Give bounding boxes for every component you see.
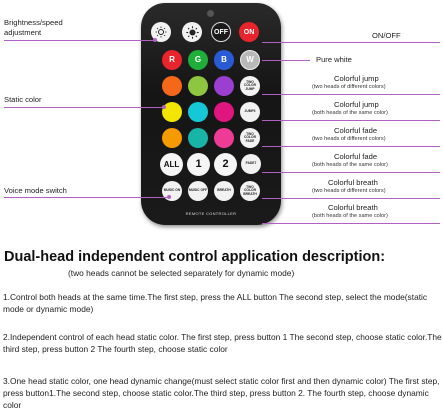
callout-colorful-fade-1: Colorful fade <box>334 126 378 135</box>
blue-button[interactable]: B <box>214 50 234 70</box>
callout-colorful-fade-2: Colorful fade <box>334 152 378 161</box>
music-off-button[interactable]: MUSIC OFF <box>188 181 208 201</box>
all-button[interactable]: ALL <box>160 153 183 176</box>
jump3-button[interactable]: JUMP3 <box>240 102 260 122</box>
brightness-up-button[interactable] <box>182 22 202 42</box>
color-purple-button[interactable] <box>214 76 234 96</box>
callout-colorful-fade-1-sub: (two heads of different colors) <box>312 136 386 142</box>
callout-colorful-jump-1: Colorful jump <box>334 74 379 83</box>
color-orange-red-button[interactable] <box>162 76 182 96</box>
color-lime-button[interactable] <box>188 76 208 96</box>
callout-colorful-breath-1: Colorful breath <box>328 178 378 187</box>
two-color-breath-button[interactable]: TWO COLOR BREATH <box>240 181 260 201</box>
connector-breath-1 <box>262 198 440 199</box>
callout-colorful-jump-2: Colorful jump <box>334 100 379 109</box>
on-button[interactable]: ON <box>239 22 259 42</box>
white-button[interactable]: W <box>240 50 260 70</box>
color-magenta-button[interactable] <box>214 102 234 122</box>
sun-large-icon <box>186 26 199 39</box>
callout-colorful-jump-2-sub: (both heads of the same color) <box>312 110 388 116</box>
off-button[interactable]: OFF <box>211 22 231 42</box>
connector-dot <box>153 38 157 42</box>
connector-jump-1 <box>262 94 440 95</box>
callout-static-color: Static color <box>4 95 42 104</box>
connector-fade-1 <box>262 146 440 147</box>
button-2[interactable]: 2 <box>214 153 237 176</box>
sun-small-icon <box>155 26 167 38</box>
button-1[interactable]: 1 <box>187 153 210 176</box>
connector-static <box>4 107 164 108</box>
callout-voice-mode: Voice mode switch <box>4 186 67 195</box>
callout-colorful-breath-1-sub: (two heads of different colors) <box>312 188 386 194</box>
description-heading: Dual-head independent control application description: <box>4 249 386 265</box>
connector-jump-2 <box>262 120 440 121</box>
callout-colorful-fade-2-sub: (both heads of the same color) <box>312 162 388 168</box>
callout-pure-white: Pure white <box>316 55 352 64</box>
green-button[interactable]: G <box>188 50 208 70</box>
color-pink-button[interactable] <box>214 128 234 148</box>
red-button[interactable]: R <box>162 50 182 70</box>
connector-fade-2 <box>262 172 440 173</box>
two-color-jump-button[interactable]: TWO COLOR JUMP <box>240 76 260 96</box>
fade7-button[interactable]: FADE7 <box>241 154 261 174</box>
description-step-2: 2.Independent control of each head static color. The first step, press button 1 The second step, choose static color.The third step, press button 2 The fourth step, choose static color <box>3 332 442 354</box>
description-subheading: (two heads cannot be selected separately for dynamic mode) <box>68 268 295 278</box>
callout-colorful-breath-2: Colorful breath <box>328 203 378 212</box>
description-step-1: 1.Control both heads at the same time.The first step, press the ALL button The second step, select the mode(static mode or dynamic mode) <box>3 292 428 314</box>
connector-dot <box>167 195 171 199</box>
connector-dot <box>162 105 166 109</box>
callout-colorful-breath-2-sub: (both heads of the same color) <box>312 213 388 219</box>
two-color-fade-button[interactable]: TWO COLOR FADE <box>240 128 260 148</box>
remote-controller <box>141 3 281 225</box>
ir-emitter <box>207 10 214 17</box>
callout-brightness-line1: Brightness/speed <box>4 18 63 27</box>
connector-pure-white <box>262 60 310 61</box>
connector-brightness <box>4 40 154 41</box>
remote-label: REMOTE CONTROLLER <box>185 211 237 216</box>
connector-breath-2 <box>262 223 440 224</box>
description-step-3: 3.One head static color, one head dynamic change(must select static color first and then dynamic color) The first step, press button1.The second step, choose static color.The third step, press button 2. The fourth step, choose dynamic color <box>3 376 440 410</box>
callout-colorful-jump-1-sub: (two heads of different colors) <box>312 84 386 90</box>
breath-button[interactable]: BREATH <box>214 181 234 201</box>
music-on-button[interactable]: MUSIC ON <box>162 181 182 201</box>
connector-voice <box>4 197 169 198</box>
callout-brightness-line2: adjustment <box>4 28 42 37</box>
color-orange-button[interactable] <box>162 128 182 148</box>
connector-on-off <box>262 42 440 43</box>
color-cyan-button[interactable] <box>188 102 208 122</box>
callout-on-off: ON/OFF <box>372 31 401 40</box>
color-teal-button[interactable] <box>188 128 208 148</box>
